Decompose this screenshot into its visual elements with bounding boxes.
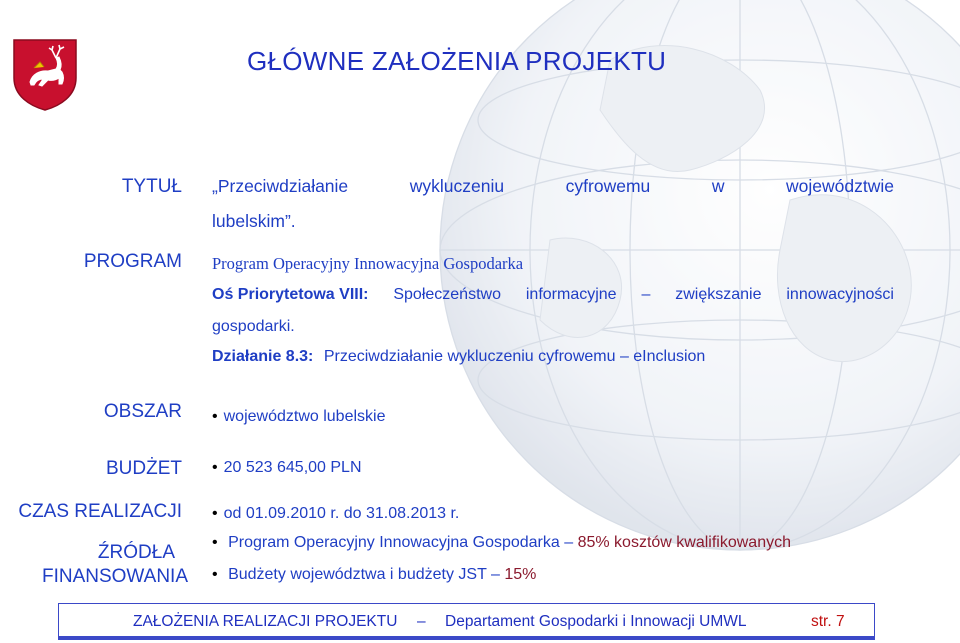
program-axis-word: zwiększanie (675, 286, 762, 303)
program-axis-end: gospodarki. (212, 318, 295, 335)
tytul-word: cyfrowemu (565, 176, 651, 196)
program-axis-prefix: Oś Priorytetowa VIII: (212, 286, 369, 303)
label-zrodla-line2: FINANSOWANIA (41, 566, 188, 587)
tytul-word: w (711, 176, 725, 196)
label-zrodla-finansowania (0, 541, 188, 589)
label-czas-realizacji: CZAS REALIZACJI (18, 501, 182, 522)
program-action-line (212, 348, 705, 366)
label-obszar: OBSZAR (103, 401, 182, 422)
tytul-line-1 (212, 176, 894, 197)
globe-background (430, 0, 960, 560)
label-tytul: TYTUŁ (121, 176, 182, 197)
program-axis-word: innowacyjności (786, 286, 894, 303)
zrodla-item-1 (212, 534, 791, 552)
program-axis-line (212, 286, 894, 304)
tytul-line-2: lubelskim”. (212, 211, 296, 231)
zrodla-item-1-accent: 85% kosztów kwalifikowanych (577, 534, 791, 551)
tytul-word: „Przeciwdziałanie (212, 176, 349, 196)
program-name: Program Operacyjny Innowacyjna Gospodarka (212, 254, 524, 273)
program-axis-word: Społeczeństwo (393, 286, 501, 303)
lubelskie-coat-of-arms-icon (12, 38, 78, 112)
label-budzet: BUDŻET (106, 458, 182, 479)
zrodla-item-2-prefix: Budżety województwa i budżety JST – (228, 566, 500, 583)
czas-value: • od 01.09.2010 r. do 31.08.2013 r. (212, 505, 459, 523)
footer-dash: – (417, 613, 426, 630)
label-program: PROGRAM (83, 251, 182, 272)
footer-left-text: ZAŁOŻENIA REALIZACJI PROJEKTU (133, 613, 398, 630)
footer-page-number: str. 7 (811, 613, 845, 630)
footer-center-text: Departament Gospodarki i Innowacji UMWL (445, 613, 747, 630)
zrodla-item-2 (212, 566, 536, 584)
program-axis-word: informacyjne (525, 286, 617, 303)
footer-bar (58, 603, 875, 640)
zrodla-item-2-accent: 15% (504, 566, 537, 583)
program-action-text: Przeciwdziałanie wykluczeniu cyfrowemu – eInclusion (323, 348, 706, 365)
page-title: GŁÓWNE ZAŁOŻENIA PROJEKTU (247, 46, 667, 76)
tytul-word: województwie (786, 176, 894, 196)
program-action-prefix: Działanie 8.3: (212, 348, 314, 365)
obszar-value: • województwo lubelskie (212, 408, 385, 426)
tytul-word: wykluczeniu (409, 176, 505, 196)
budzet-value: • 20 523 645,00 PLN (212, 459, 362, 477)
label-zrodla-line1: ŹRÓDŁA (97, 542, 175, 563)
zrodla-item-1-prefix: Program Operacyjny Innowacyjna Gospodarka – (228, 534, 574, 551)
program-axis-word: – (641, 286, 651, 303)
